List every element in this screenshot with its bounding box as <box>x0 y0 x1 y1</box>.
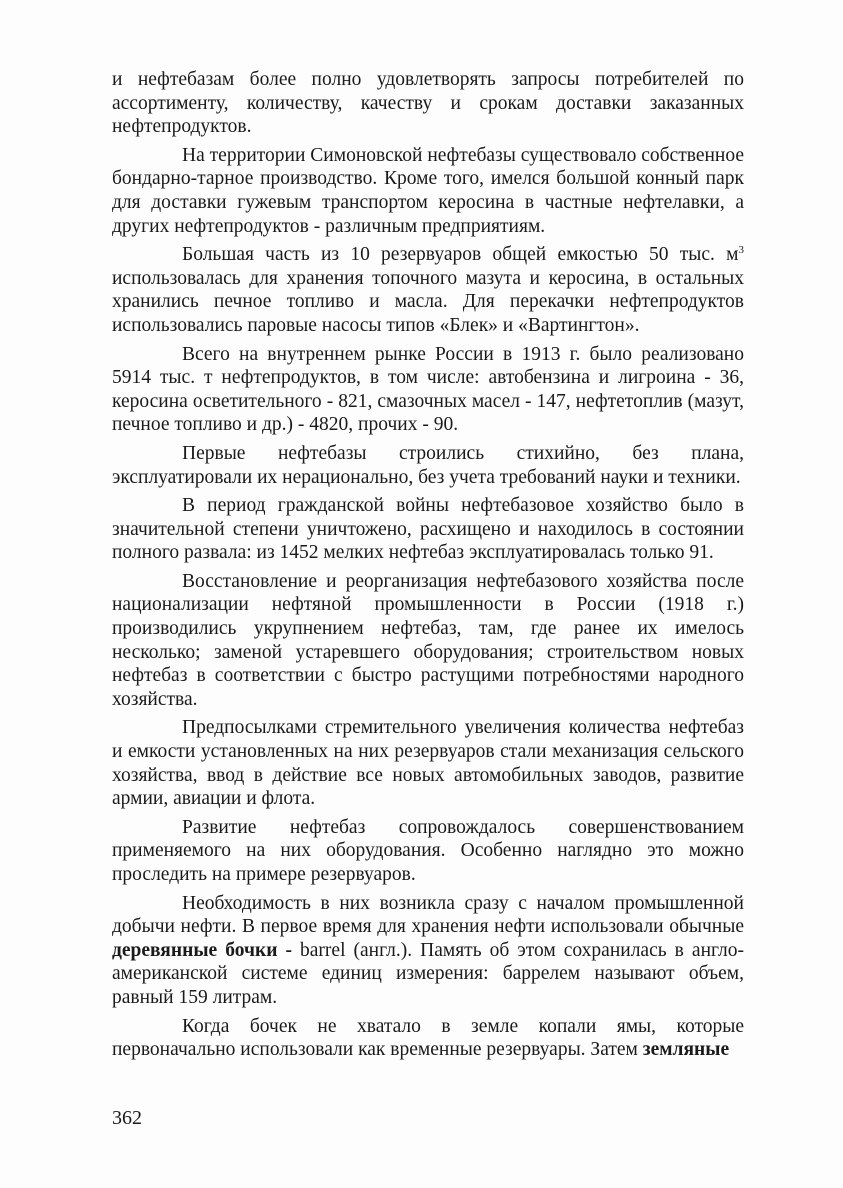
body-text <box>112 68 744 1067</box>
paragraph-10-bold-term: деревянные бочки - <box>112 939 292 961</box>
paragraph-10 <box>112 892 744 1010</box>
paragraph-3-text-after: использовалась для хранения топочного мазута и керосина, в остальных хранились печное топливо и масла. Для перекачки нефтепродуктов использовались паровые насосы типов «Блек» и «Вартингтон». <box>112 267 744 336</box>
paragraph-11-text-before: Когда бочек не хватало в земле копали ямы, которые первоначально использовали как временные резервуары. Затем <box>112 1015 744 1061</box>
paragraph-10-text-before: Необходимость в них возникла сразу с началом промышленной добычи нефти. В первое время для хранения нефти использовали обычные <box>112 892 744 938</box>
paragraph-1: и нефтебазам более полно удовлетворять запросы потребителей по ассортименту, количеству, качеству и срокам доставки заказанных нефтепродуктов. <box>112 69 744 138</box>
paragraph-4: Всего на внутреннем рынке России в 1913 г. было реализовано 5914 тыс. т нефтепродуктов, в том числе: автобензина и лигроина - 36, керосина осветительного - 821, смазочных масел - 147, нефтетоплив (мазут, печное топливо и др.) - 4820, прочих - 90. <box>112 343 744 436</box>
paragraph-7: Восстановление и реорганизация нефтебазового хозяйства после национализации нефтяной промышленности в России (1918 г.) производились укрупнением нефтебаз, там, где ранее их имелось несколько; заменой устаревшего оборудования; строительством новых нефтебаз в соответствии с быстро растущими потребностями народного хозяйства. <box>112 570 744 710</box>
paragraph-5: Первые нефтебазы строились стихийно, без плана, эксплуатировали их нерационально, без учета требований науки и техники. <box>112 442 744 488</box>
superscript-cubic: 3 <box>738 244 744 257</box>
paragraph-3 <box>112 243 744 337</box>
paragraph-8: Предпосылками стремительного увеличения количества нефтебаз и емкости установленных на них резервуаров стали механизация сельского хозяйства, ввод в действие все новых автомобильных заводов, развитие армии, авиации и флота. <box>112 717 744 810</box>
paragraph-3-text-before: Большая часть из 10 резервуаров общей емкостью 50 тыс. м <box>182 244 739 266</box>
paragraph-9: Развитие нефтебаз сопровождалось совершенствованием применяемого на них оборудования. Особенно наглядно это можно проследить на примере резервуаров. <box>112 816 744 885</box>
paragraph-11-bold-term: земляные <box>642 1039 730 1061</box>
paragraph-10-text-after: barrel (англ.). Память об этом сохранилась в англо-американской системе единиц измерения: баррелем называют объем, равный 159 литрам. <box>112 939 744 1008</box>
paragraph-11 <box>112 1015 744 1062</box>
page-number: 362 <box>112 1107 142 1129</box>
paragraph-6: В период гражданской войны нефтебазовое хозяйство было в значительной степени уничтожено, расхищено и находилось в состоянии полного развала: из 1452 мелких нефтебаз эксплуатировалась только 91. <box>112 495 744 564</box>
paragraph-2: На территории Симоновской нефтебазы существовало собственное бондарно-тарное производство. Кроме того, имелся большой конный парк для доставки гужевым транспортом керосина в частные нефтелавки, а других нефтепродуктов - различным предприятиям. <box>112 144 744 237</box>
